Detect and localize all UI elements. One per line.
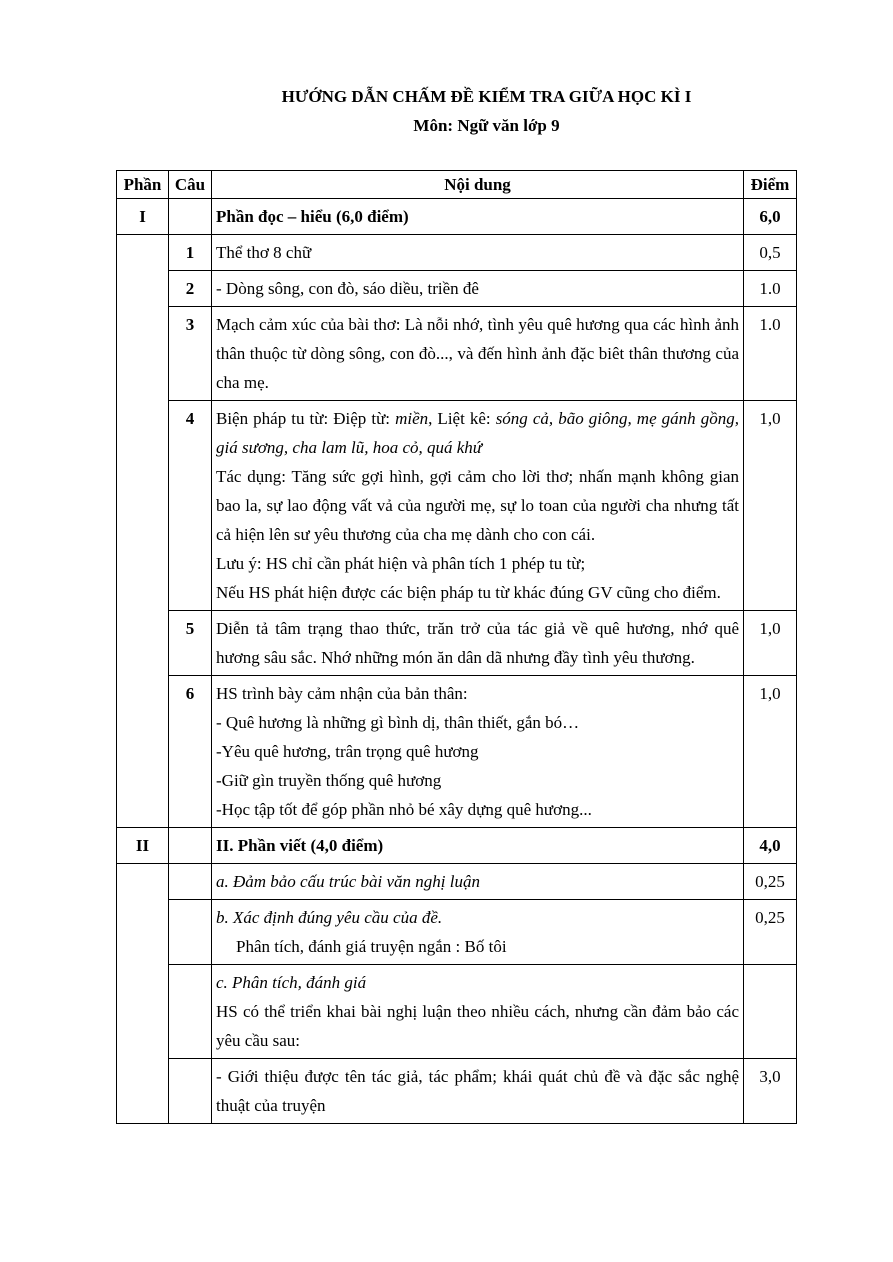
q1-content: Thể thơ 8 chữ (212, 235, 744, 271)
document-subtitle: Môn: Ngữ văn lớp 9 (413, 116, 560, 135)
part2-title: II. Phần viết (4,0 điểm) (212, 828, 744, 864)
q4-intro: Biện pháp tu từ: Điệp từ: (216, 409, 396, 428)
part2-label: II (117, 828, 169, 864)
part2-b-score: 0,25 (744, 900, 797, 965)
part1-score: 6,0 (744, 199, 797, 235)
q3-content: Mạch cảm xúc của bài thơ: Là nỗi nhớ, tình yêu quê hương qua các hình ảnh thân thuộc từ dòng sông, con đò..., và đến hình ảnh đặc biêt thân thương của cha mẹ. (212, 307, 744, 401)
part2-c-content (212, 965, 744, 1059)
table-row (117, 676, 797, 828)
q1-number: 1 (169, 235, 212, 271)
q5-number: 5 (169, 611, 212, 676)
q5-score: 1,0 (744, 611, 797, 676)
q6-score: 1,0 (744, 676, 797, 828)
header-diem: Điểm (744, 171, 797, 199)
table-row (117, 307, 797, 401)
q6-content (212, 676, 744, 828)
grading-table (116, 170, 797, 1124)
table-row (117, 1059, 797, 1124)
q4-luu-y: Lưu ý: HS chỉ cần phát hiện và phân tích 1 phép tu từ; (216, 554, 586, 573)
q4-number: 4 (169, 401, 212, 611)
table-row (117, 611, 797, 676)
table-row (117, 828, 797, 864)
table-row (117, 271, 797, 307)
q2-number: 2 (169, 271, 212, 307)
q6-line: - Quê hương là những gì bình dị, thân thiết, gắn bó… (216, 713, 580, 732)
part2-c-text: c. Phân tích, đánh giá (216, 973, 367, 992)
document-title: HƯỚNG DẪN CHẤM ĐỀ KIỂM TRA GIỮA HỌC KÌ I (281, 87, 692, 106)
q4-liet-ke-label: , Liệt kê: (428, 409, 496, 428)
table-row (117, 199, 797, 235)
q3-number: 3 (169, 307, 212, 401)
q4-content (212, 401, 744, 611)
q2-score: 1.0 (744, 271, 797, 307)
part1-title: Phần đọc – hiểu (6,0 điểm) (212, 199, 744, 235)
q6-line: HS trình bày cảm nhận của bản thân: (216, 684, 468, 703)
part2-b-text: b. Xác định đúng yêu cầu của đề. (216, 908, 443, 927)
table-row (117, 965, 797, 1059)
table-header-row (117, 171, 797, 199)
part2-d-score: 3,0 (744, 1059, 797, 1124)
q4-score: 1,0 (744, 401, 797, 611)
q6-line: -Yêu quê hương, trân trọng quê hương (216, 742, 479, 761)
q4-tac-dung: Tác dụng: Tăng sức gợi hình, gợi cảm cho lời thơ; nhấn mạnh không gian bao la, sự lao động vất vả của người mẹ, sự lo toan của người cha nhưng tất cả hiện lên sư yêu thương của cha mẹ dành cho con cái. (216, 467, 739, 544)
q4-note: Nếu HS phát hiện được các biện pháp tu từ khác đúng GV cũng cho điểm. (216, 583, 721, 602)
header-phan: Phần (117, 171, 169, 199)
q6-line: -Học tập tốt để góp phần nhỏ bé xây dựng quê hương... (216, 800, 592, 819)
part2-d-content: - Giới thiệu được tên tác giả, tác phẩm; khái quát chủ đề và đặc sắc nghệ thuật của truyện (212, 1059, 744, 1124)
q2-content: - Dòng sông, con đò, sáo diều, triền đê (212, 271, 744, 307)
table-row (117, 900, 797, 965)
part2-a-content: a. Đảm bảo cấu trúc bài văn nghị luận (212, 864, 744, 900)
part2-b-sub: Phân tích, đánh giá truyện ngắn : Bố tôi (236, 937, 507, 956)
part2-b-content (212, 900, 744, 965)
part2-score: 4,0 (744, 828, 797, 864)
header-cau: Câu (169, 171, 212, 199)
q4-diep-tu: miền (395, 409, 429, 428)
table-row (117, 864, 797, 900)
header-noi-dung: Nội dung (212, 171, 744, 199)
part2-c-sub: HS có thể triển khai bài nghị luận theo nhiều cách, nhưng cần đảm bảo các yêu cầu sau: (216, 1002, 739, 1050)
q5-content: Diễn tả tâm trạng thao thức, trăn trở của tác giả về quê hương, nhớ quê hương sâu sắc. Nhớ những món ăn dân dã nhưng đầy tình yêu thương. (212, 611, 744, 676)
q3-score: 1.0 (744, 307, 797, 401)
part1-label: I (117, 199, 169, 235)
q6-number: 6 (169, 676, 212, 828)
table-row (117, 401, 797, 611)
part2-a-score: 0,25 (744, 864, 797, 900)
q6-line: -Giữ gìn truyền thống quê hương (216, 771, 442, 790)
q4-liet-ke: sóng cả, bão giông, mẹ gánh gồng, giá sương, cha lam lũ, hoa cỏ, quá khứ (216, 409, 739, 457)
q1-score: 0,5 (744, 235, 797, 271)
table-row (117, 235, 797, 271)
